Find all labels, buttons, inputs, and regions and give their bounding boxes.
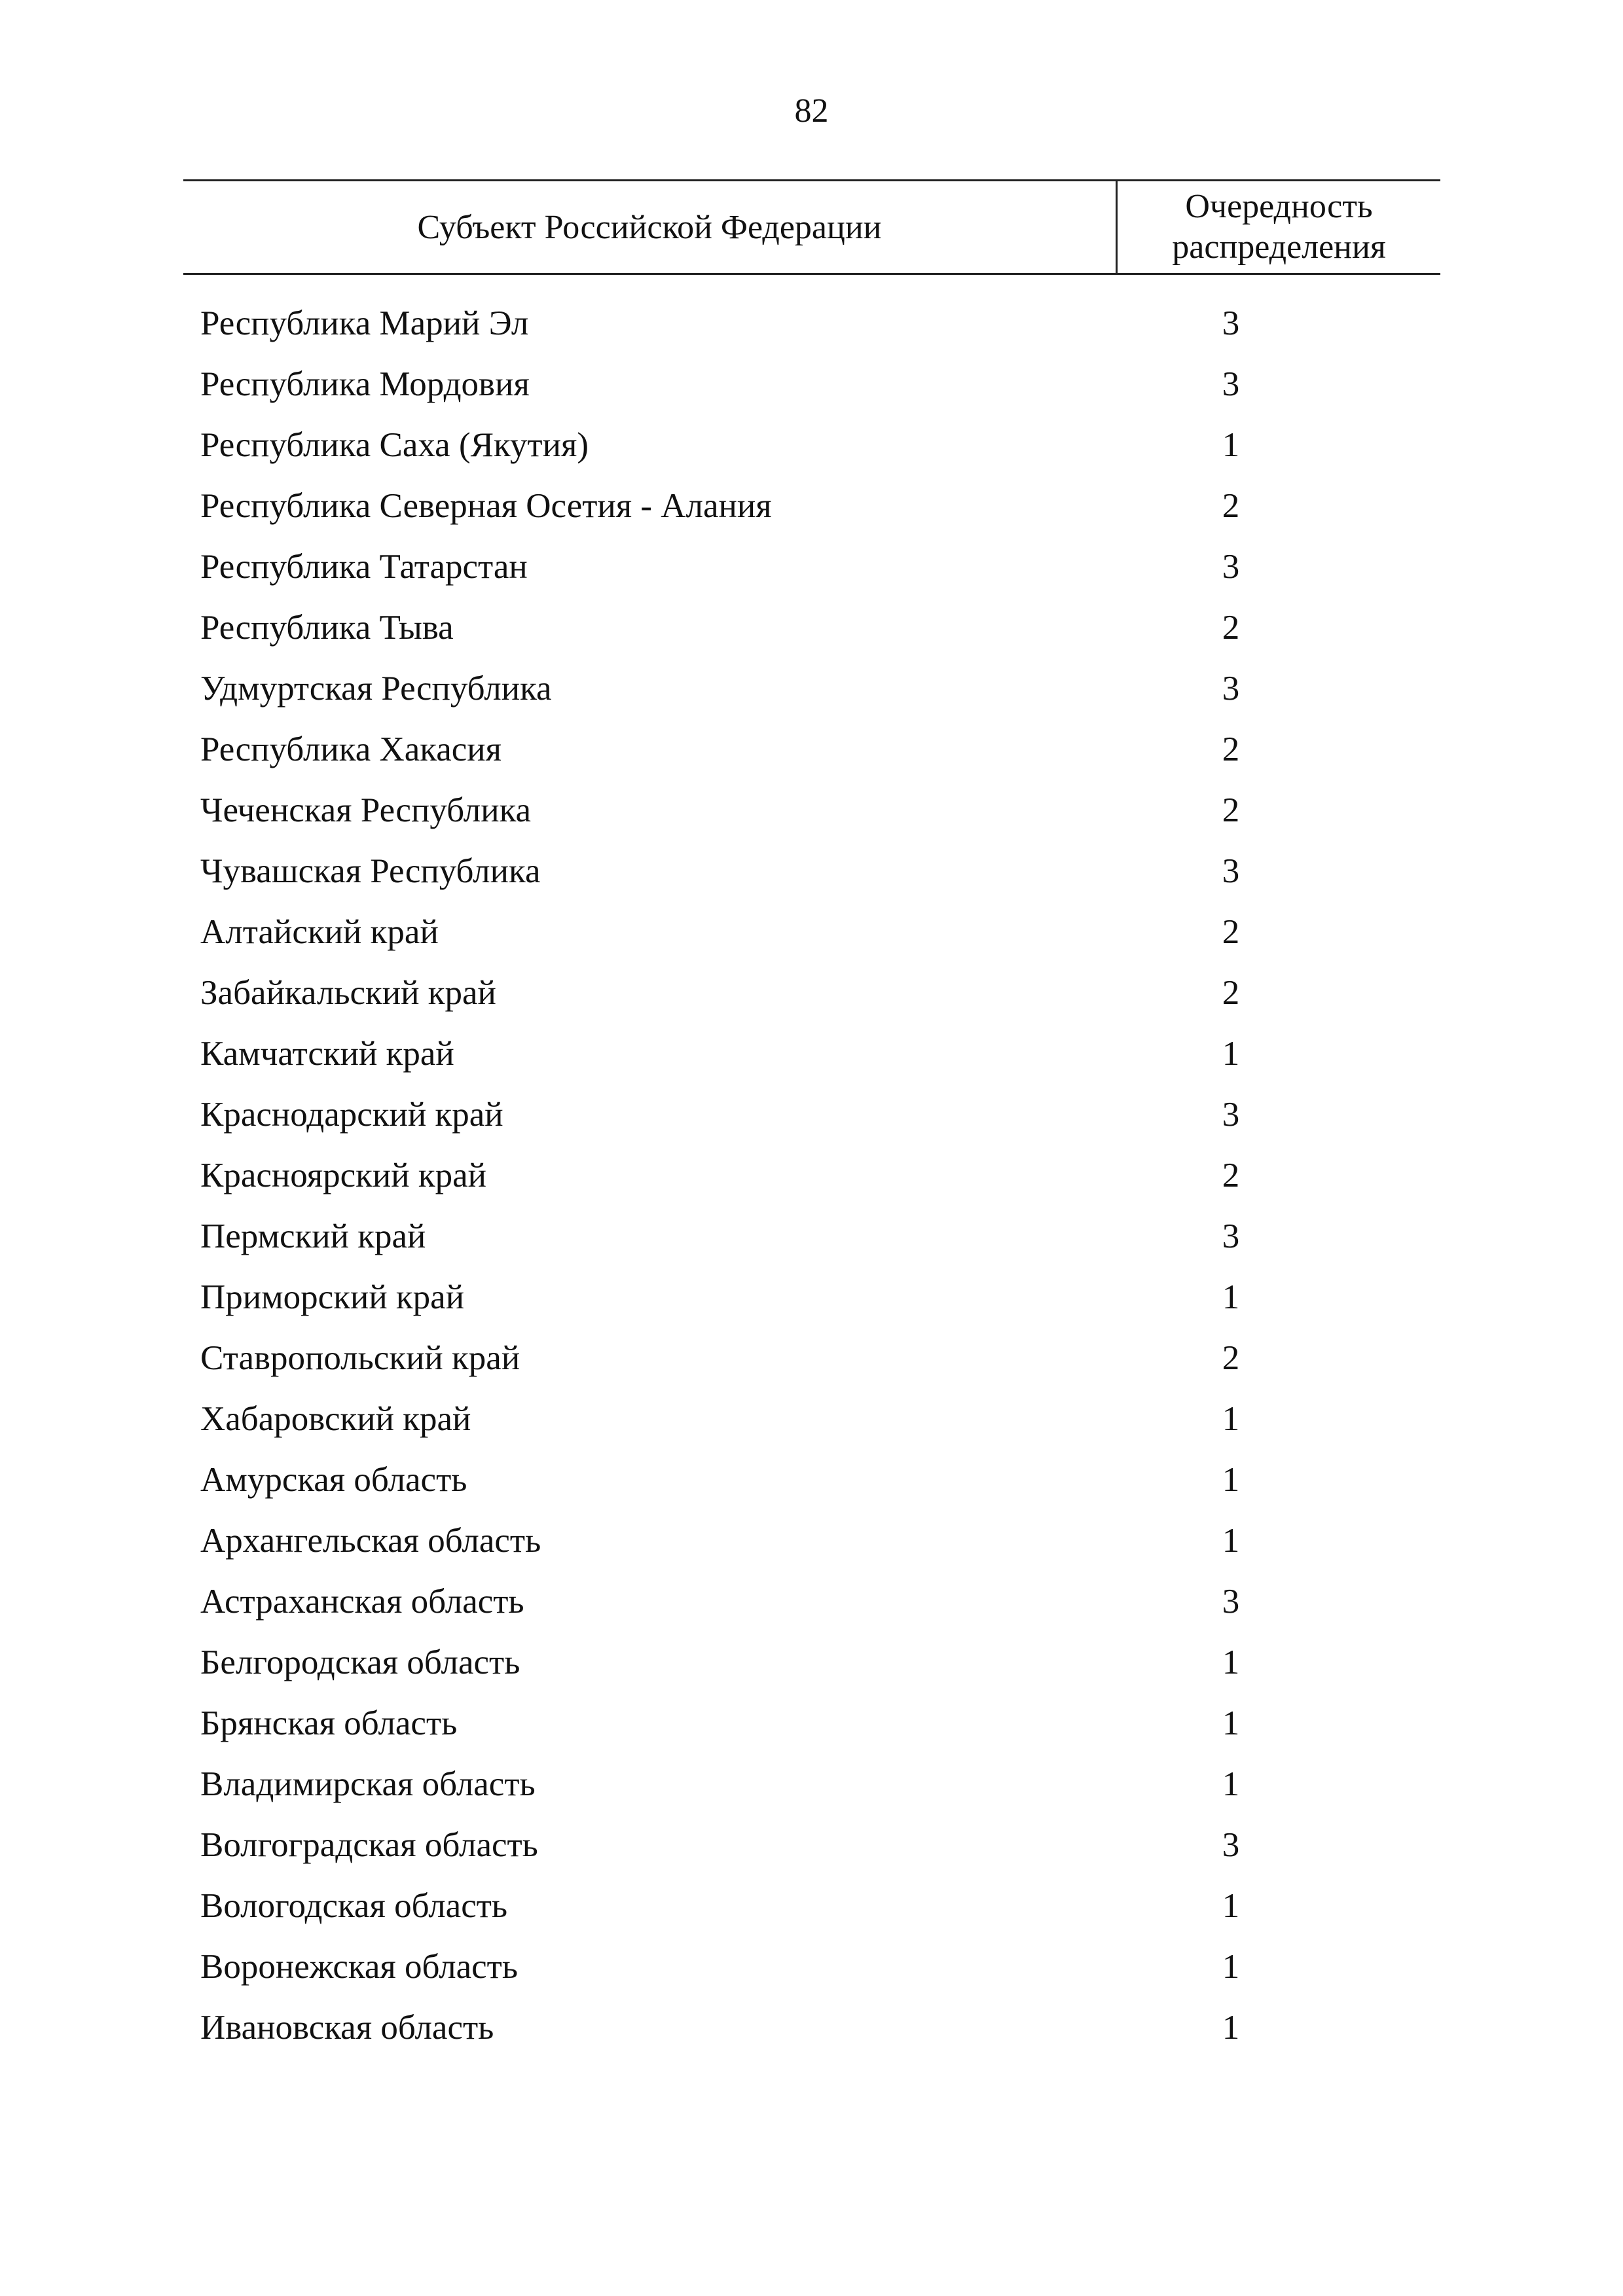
table-row [183,1267,1440,1328]
region-name: Волгоградская область [200,1826,538,1864]
region-name: Удмуртская Республика [200,670,552,708]
priority-value: 1 [1222,1643,1240,1681]
priority-value: 1 [1222,426,1240,464]
table-row [183,658,1440,719]
priority-value: 2 [1222,487,1240,525]
column-header-priority-line1: Очередность [1185,188,1373,225]
priority-value: 1 [1222,1035,1240,1073]
table-row [183,1632,1440,1693]
table-row [183,1085,1440,1145]
priority-value: 2 [1222,1157,1240,1194]
region-name: Белгородская область [200,1643,520,1681]
priority-value: 2 [1222,609,1240,647]
table-header [183,179,1440,275]
column-header-priority [1118,181,1440,273]
priority-value: 3 [1222,852,1240,890]
table-row [183,841,1440,902]
priority-value: 3 [1222,1583,1240,1621]
region-name: Чувашская Республика [200,852,541,890]
priority-value: 2 [1222,791,1240,829]
priority-value: 3 [1222,365,1240,403]
table-row [183,598,1440,658]
priority-value: 3 [1222,548,1240,586]
region-name: Красноярский край [200,1157,487,1194]
priority-value: 3 [1222,1217,1240,1255]
region-name: Республика Марий Эл [200,304,529,342]
region-name: Ставропольский край [200,1339,520,1377]
priority-value: 1 [1222,1461,1240,1499]
table-row [183,415,1440,476]
column-header-priority-line2: распределения [1172,228,1386,266]
table-row [183,1998,1440,2058]
priority-value: 1 [1222,1948,1240,1986]
table-row [183,354,1440,415]
table-row [183,1571,1440,1632]
table-row [183,537,1440,598]
table-row [183,1754,1440,1815]
priority-value: 1 [1222,1400,1240,1438]
region-name: Владимирская область [200,1765,536,1803]
region-name: Республика Татарстан [200,548,528,586]
priority-value: 3 [1222,304,1240,342]
region-name: Алтайский край [200,913,439,951]
priority-value: 2 [1222,730,1240,768]
priority-value: 1 [1222,1887,1240,1925]
priority-value: 1 [1222,2009,1240,2047]
region-name: Архангельская область [200,1522,541,1560]
page-number: 82 [794,92,829,130]
region-name: Чеченская Республика [200,791,532,829]
priority-value: 2 [1222,974,1240,1012]
table-row [183,963,1440,1024]
priority-value: 2 [1222,1339,1240,1377]
table-row [183,719,1440,780]
table-row [183,1145,1440,1206]
priority-value: 3 [1222,670,1240,708]
region-name: Забайкальский край [200,974,496,1012]
region-name: Амурская область [200,1461,467,1499]
region-name: Камчатский край [200,1035,454,1073]
table-row [183,293,1440,354]
priority-value: 2 [1222,913,1240,951]
table-row [183,1024,1440,1085]
region-name: Брянская область [200,1704,458,1742]
table-row [183,1450,1440,1511]
table-row [183,780,1440,841]
region-name: Республика Саха (Якутия) [200,426,589,464]
priority-value: 1 [1222,1522,1240,1560]
table-row [183,1328,1440,1389]
priority-value: 1 [1222,1278,1240,1316]
table-row [183,476,1440,537]
region-name: Вологодская область [200,1887,508,1925]
table-row [183,1389,1440,1450]
region-name: Приморский край [200,1278,465,1316]
table-row [183,1876,1440,1937]
region-name: Пермский край [200,1217,426,1255]
region-name: Республика Северная Осетия - Алания [200,487,772,525]
region-name: Республика Мордовия [200,365,530,403]
priority-value: 3 [1222,1826,1240,1864]
priority-value: 1 [1222,1704,1240,1742]
priority-value: 3 [1222,1096,1240,1134]
region-name: Астраханская область [200,1583,524,1621]
region-name: Ивановская область [200,2009,494,2047]
table-row [183,1511,1440,1571]
region-name: Воронежская область [200,1948,518,1986]
table-body [183,293,1440,2058]
region-name: Республика Тыва [200,609,454,647]
table-row [183,902,1440,963]
region-name: Хабаровский край [200,1400,471,1438]
table-row [183,1206,1440,1267]
table-row [183,1815,1440,1876]
region-name: Краснодарский край [200,1096,503,1134]
region-name: Республика Хакасия [200,730,502,768]
column-header-subject: Субъект Российской Федерации [417,208,882,246]
table-row [183,1693,1440,1754]
priority-value: 1 [1222,1765,1240,1803]
table-row [183,1937,1440,1998]
